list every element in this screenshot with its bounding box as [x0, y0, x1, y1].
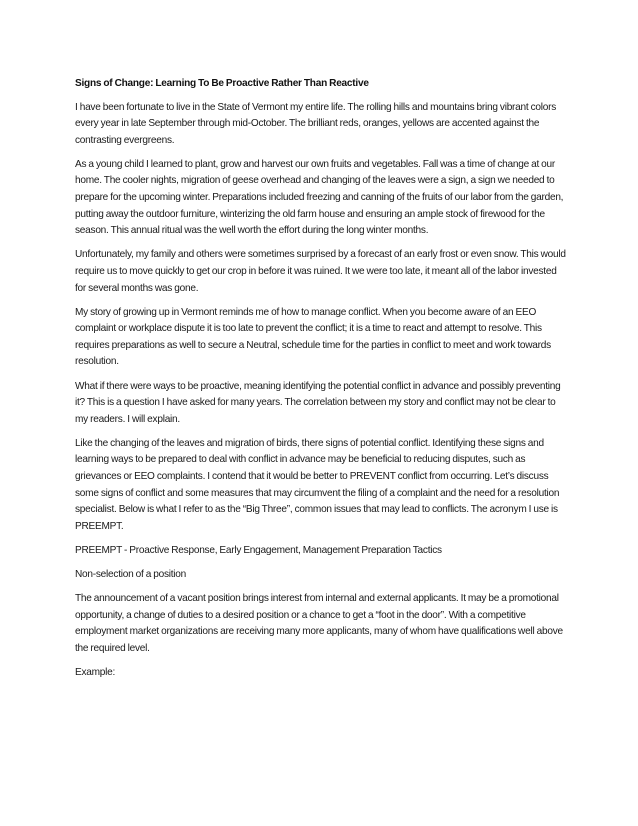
paragraph-signs-of-conflict: Like the changing of the leaves and migration of birds, there signs of potential conflict. Identifying these signs and learning ways to be prepared to deal with conflict in advance may be beneficial to reducing disputes, such as grievances or EEO complaints. I contend that it would be better to PREVENT conflict from occurring. Let’s discuss some signs of conflict and some measures that may circumvent the filing of a complaint and the need for a resolution specialist. Below is what I refer to as the “Big Three”, common issues that may lead to conflicts. The acronym I use is PREEMPT.	[75, 437, 560, 532]
paragraph-childhood: As a young child I learned to plant, grow and harvest our own fruits and vegetables. Fall was a time of change at our home. The cooler nights, migration of geese overhead and changing of the leaves were a sign, a sign we needed to prepare for the upcoming winter. Preparations included freezing and canning of the fruits of our labor from the garden, putting away the outdoor furniture, winterizing the old farm house and ensuring an ample stock of firewood for the season. This annual ritual was the well worth the effort during the long winter months.	[75, 158, 564, 237]
paragraph-example: Example:	[75, 666, 116, 678]
document-body	[75, 76, 568, 689]
document-title: Signs of Change: Learning To Be Proactive Rather Than Reactive	[75, 78, 369, 89]
paragraph-preempt-acronym: PREEMPT - Proactive Response, Early Engagement, Management Preparation Tactics	[75, 544, 442, 556]
paragraph-non-selection-heading: Non-selection of a position	[75, 568, 187, 580]
paragraph-manage-conflict: My story of growing up in Vermont reminds me of how to manage conflict. When you become aware of an EEO complaint or workplace dispute it is too late to prevent the conflict; it is a time to react and attempt to resolve. This requires preparations as well to secure a Neutral, schedule time for the parties in conflict to meet and work towards resolution.	[75, 306, 551, 368]
paragraph-proactive-question: What if there were ways to be proactive, meaning identifying the potential conflict in advance and possibly preventing it? This is a question I have asked for many years. The correlation between my story and conflict may not be clear to my readers. I will explain.	[75, 380, 561, 425]
paragraph-vacant-position: The announcement of a vacant position brings interest from internal and external applicants. It may be a promotional opportunity, a change of duties to a desired position or a chance to get a “foot in the door”. With a competitive employment market organizations are receiving many more applicants, many of whom have qualifications well above the required level.	[75, 593, 563, 654]
paragraph-intro: I have been fortunate to live in the State of Vermont my entire life. The rolling hills and mountains bring vibrant colors every year in late September through mid-October. The brilliant reds, oranges, yellows are accented against the contrasting evergreens.	[75, 101, 557, 146]
paragraph-early-frost: Unfortunately, my family and others were sometimes surprised by a forecast of an early frost or even snow. This would require us to move quickly to get our crop in before it was ruined. It we were too late, it meant all of the labor invested for several months was gone.	[75, 249, 566, 294]
